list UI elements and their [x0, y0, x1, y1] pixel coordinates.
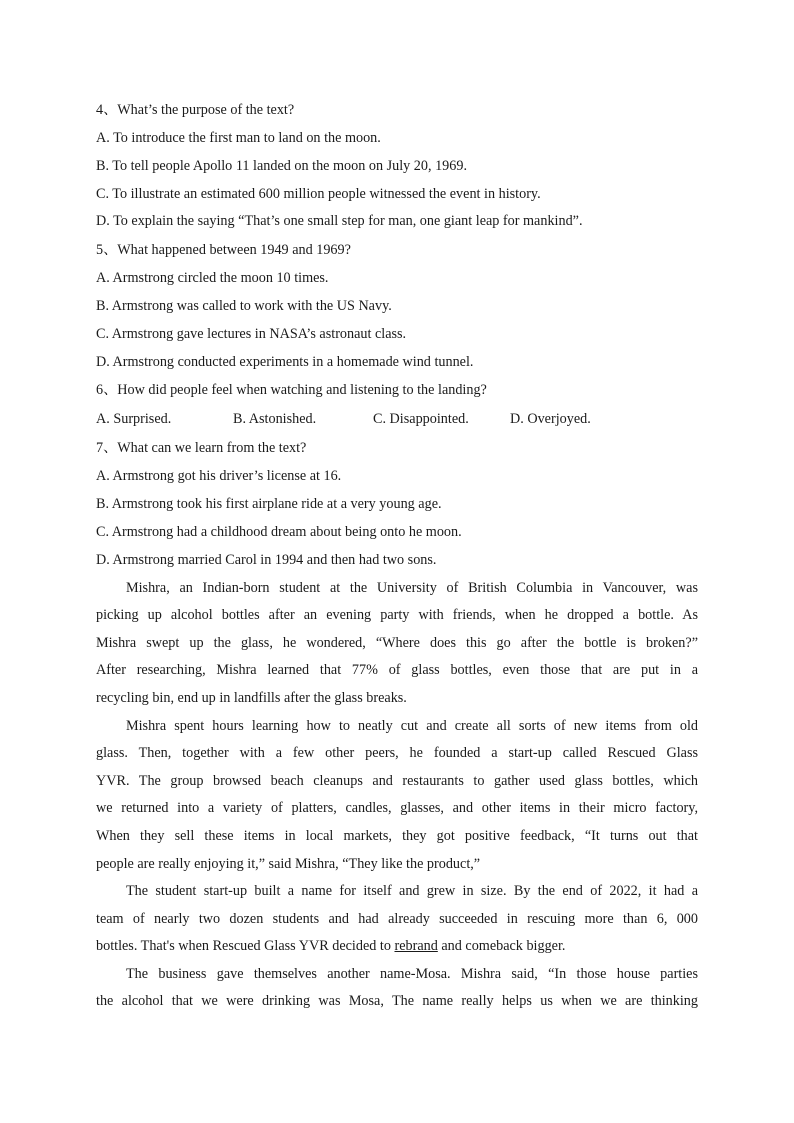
passage-line: the alcohol that we were drinking was Mosa, The name really helps us when we are thinking: [96, 993, 698, 1010]
question-5-option-c: C. Armstrong gave lectures in NASA’s astronaut class.: [96, 325, 407, 342]
question-6-option-d: D. Overjoyed.: [510, 411, 591, 428]
passage-line: Mishra spent hours learning how to neatly cut and create all sorts of new items from old: [126, 717, 698, 734]
question-4-option-c: C. To illustrate an estimated 600 million people witnessed the event in history.: [96, 185, 541, 202]
question-7-option-c: C. Armstrong had a childhood dream about being onto he moon.: [96, 523, 462, 540]
passage-line: After researching, Mishra learned that 77% of glass bottles, even those that are put in a: [96, 662, 698, 679]
passage-paragraph-3: [96, 878, 698, 961]
passage-line: YVR. The group browsed beach cleanups and restaurants to gather used glass bottles, which: [96, 772, 698, 789]
question-5-option-a: A. Armstrong circled the moon 10 times.: [96, 270, 329, 287]
question-5-prompt: 5、What happened between 1949 and 1969?: [96, 242, 351, 259]
question-6-option-b: B. Astonished.: [233, 411, 317, 428]
question-4-option-b: B. To tell people Apollo 11 landed on the moon on July 20, 1969.: [96, 157, 468, 174]
question-6-option-a: A. Surprised.: [96, 411, 172, 428]
question-6-options: [96, 405, 698, 434]
passage-line: Mishra, an Indian-born student at the University of British Columbia in Vancouver, was: [126, 579, 698, 596]
passage-line: team of nearly two dozen students and had already succeeded in rescuing more than 6, 000: [96, 910, 698, 927]
passage-line: [96, 933, 698, 961]
passage-paragraph-1: [96, 575, 698, 713]
passage-line: When they sell these items in local markets, they got positive feedback, “It turns out that: [96, 827, 698, 844]
passage-text: and comeback bigger.: [437, 938, 566, 955]
question-7-option-d: D. Armstrong married Carol in 1994 and then had two sons.: [96, 551, 437, 568]
question-4-option-a: A. To introduce the first man to land on the moon.: [96, 130, 381, 146]
question-4-prompt: 4、What’s the purpose of the text?: [96, 102, 295, 118]
passage-text: bottles. That's when Rescued Glass YVR decided to: [96, 938, 395, 955]
question-7-option-a: A. Armstrong got his driver’s license at 16.: [96, 468, 342, 485]
passage-line: The business gave themselves another name-Mosa. Mishra said, “In those house parties: [126, 965, 698, 982]
passage-paragraph-2: [96, 713, 698, 879]
question-5-option-d: D. Armstrong conducted experiments in a homemade wind tunnel.: [96, 353, 474, 370]
question-6-option-c: C. Disappointed.: [373, 411, 469, 428]
passage-line: people are really enjoying it,” said Mishra, “They like the product,”: [96, 855, 481, 872]
question-6-prompt: 6、How did people feel when watching and listening to the landing?: [96, 382, 487, 399]
question-7-prompt: 7、What can we learn from the text?: [96, 440, 307, 457]
passage-line: The student start-up built a name for itself and grew in size. By the end of 2022, it had a: [126, 883, 698, 900]
passage-line: glass. Then, together with a few other peers, he founded a start-up called Rescued Glass: [96, 745, 698, 762]
question-4-option-d: D. To explain the saying “That’s one small step for man, one giant leap for mankind”.: [96, 213, 583, 230]
passage-line: recycling bin, end up in landfills after the glass breaks.: [96, 689, 407, 706]
passage-line: we returned into a variety of platters, candles, glasses, and other items in their micro factory,: [96, 800, 698, 817]
passage-paragraph-4: [96, 961, 698, 1016]
passage-line: Mishra swept up the glass, he wondered, “Where does this go after the bottle is broken?”: [96, 634, 698, 651]
question-5-option-b: B. Armstrong was called to work with the US Navy.: [96, 297, 392, 314]
passage-line: picking up alcohol bottles after an evening party with friends, when he dropped a bottle. As: [96, 607, 698, 624]
exam-page: [96, 96, 698, 1016]
underlined-word-rebrand: rebrand: [394, 938, 438, 955]
question-7-option-b: B. Armstrong took his first airplane ride at a very young age.: [96, 496, 442, 513]
